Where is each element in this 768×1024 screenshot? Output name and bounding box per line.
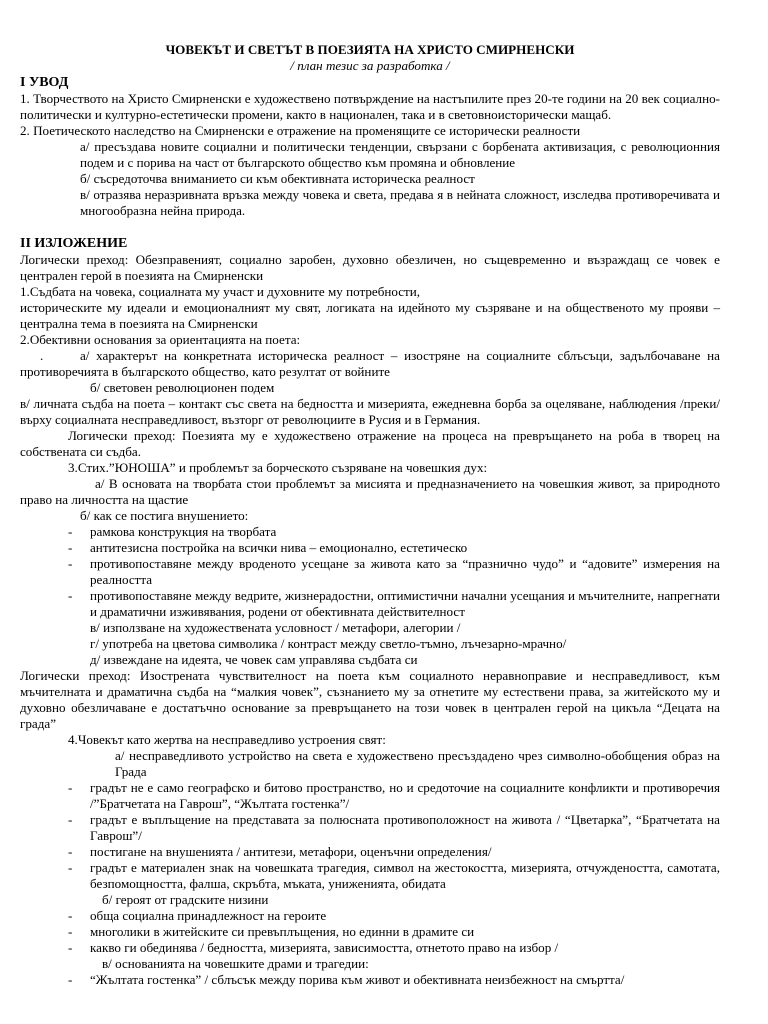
- transition-2: [20, 428, 720, 460]
- document-page: [20, 36, 720, 988]
- spacer: [20, 219, 720, 235]
- section-heading-intro: I УВОД: [20, 75, 69, 90]
- list-item: [20, 540, 720, 556]
- subsection-4-point-v: в/ основанията на човешките драми и трагедии:: [102, 956, 369, 971]
- list-item-text: “Жълтата гостенка” / сблъсък между порива към живот и обективната неизбежност на смъртта/: [90, 972, 625, 987]
- dash-marker: -: [68, 524, 73, 539]
- dash-marker: -: [68, 588, 73, 603]
- intro-point-v: в/ отразява неразривната връзка между човека и света, предава я в нейната сложност, изследва противоречивата и многообразна нейна природа.: [80, 187, 720, 218]
- point-mark: .: [40, 348, 44, 363]
- list-item-text: многолики в житейските си превъплъщения, но единни в драмите си: [90, 924, 475, 939]
- subsection-4-point-a: а/ несправедливото устройство на света е художествено пресъздадено чрез символно-обобщения образ на Града: [115, 748, 720, 779]
- dash-marker: -: [68, 972, 73, 987]
- list-item: [20, 844, 720, 860]
- dash-marker: -: [68, 812, 73, 827]
- list-item: [20, 924, 720, 940]
- dash-marker: -: [68, 924, 73, 939]
- bullet-list-2: [20, 780, 720, 892]
- document-title: ЧОВЕКЪТ И СВЕТЪТ В ПОЕЗИЯТА НА ХРИСТО СМИРНЕНСКИ: [165, 42, 575, 57]
- list-item-text: обща социална принадлежност на героите: [90, 908, 327, 923]
- list-item-text: рамкова конструкция на творбата: [90, 524, 277, 539]
- list-item: [20, 812, 720, 844]
- transition-1: Логически преход: Обезправеният, социално заробен, духовно обезличен, но същевременно и възраждащ се човек е централен герой в поезията на Смирненски: [20, 252, 720, 283]
- list-item: [20, 940, 720, 956]
- subsection-4-title: 4.Човекът като жертва на несправедливо устроения свят:: [68, 732, 386, 747]
- subsection-3-point-a: а/ В основата на творбата стои проблемът за мисията и предназначението на човешкия живот, за природното право на личността на щастие: [20, 476, 720, 507]
- list-item: [20, 556, 720, 588]
- list-item: [20, 780, 720, 812]
- dash-marker: -: [68, 540, 73, 555]
- list-item: [20, 588, 720, 620]
- dash-marker: -: [68, 844, 73, 859]
- subsection-3-point-v: в/ използване на художествената условност / метафори, алегории /: [90, 620, 461, 635]
- subsection-3-point-d: д/ извеждане на идеята, че човек сам управлява съдбата си: [90, 652, 418, 667]
- list-item: [20, 908, 720, 924]
- list-item-text: противопоставяне между ведрите, жизнерадостни, оптимистични начални усещания и мъчителните, напрегнати и драматични изживявания, родени от обективната действителност: [90, 588, 720, 619]
- dash-marker: -: [68, 556, 73, 571]
- intro-paragraph-2: 2. Поетическото наследство на Смирненски е отражение на променящите се исторически реалности: [20, 123, 581, 138]
- subsection-3-point-b: б/ как се постига внушението:: [80, 508, 249, 523]
- intro-point-a: а/ пресъздава новите социални и политически тенденции, свързани с борбената активизация, с революционния подем и с порива на част от българското общество към промяна и обновление: [80, 139, 720, 170]
- dash-marker: -: [68, 940, 73, 955]
- subsection-1-title: 1.Съдбата на човека, социалната му участ и духовните му потребности,: [20, 284, 421, 299]
- list-item: [20, 972, 720, 988]
- subsection-3-title: 3.Стих.”ЮНОША” и проблемът за борческото съзряване на човешкия дух:: [68, 460, 488, 475]
- subsection-1-text: историческите му идеали и емоционалният му свят, логиката на идейното му съзряване и на общественото му прояви – централна тема в поезията на Смирненски: [20, 300, 720, 331]
- list-item-text: какво ги обединява / бедността, мизерията, зависимостта, отнетото право на избор /: [90, 940, 559, 955]
- dash-marker: -: [68, 860, 73, 875]
- list-item-text: постигане на внушенията / антитези, метафори, оценъчни определения/: [90, 844, 492, 859]
- subsection-4-point-b: б/ героят от градските низини: [102, 892, 269, 907]
- subsection-2-point-a: [20, 348, 720, 380]
- section-heading-body: II ИЗЛОЖЕНИЕ: [20, 236, 128, 251]
- subsection-2-point-b: б/ световен революционен подем: [90, 380, 275, 395]
- list-item-text: градът е материален знак на човешката трагедия, символ на жестокостта, мизерията, отчуждеността, самотата, безпомощността, фалша, скръбта, мъката, униженията, обидата: [90, 860, 720, 891]
- transition-2-text: Логически преход: Поезията му е художествено отражение на процеса на превръщането на роба в творец на собствената си съдба.: [20, 428, 720, 459]
- intro-paragraph-1: 1. Творчеството на Христо Смирненски е художествено потвърждение на настъпилите през 20-те години на 20 век социално-политически и културно-естетически промени, както в национален, така и в световноисторически мащаб.: [20, 91, 720, 122]
- intro-point-b: б/ съсредоточва вниманието си към обективната историческа реалност: [80, 171, 475, 186]
- list-item-text: антитезисна постройка на всички нива – емоционално, естетическо: [90, 540, 468, 555]
- bullet-list-4: [20, 972, 720, 988]
- point-text: а/ характерът на конкретната историческа реалност – изостряне на социалните сблъсъци, задълбочаване на противоречията в българското общество, като резултат от войните: [20, 348, 720, 379]
- bullet-list-3: [20, 908, 720, 956]
- list-item: [20, 860, 720, 892]
- list-item-text: градът не е само географско и битово пространство, но и средоточие на социалните конфликти и противоречия /”Братчетата на Гаврош”, “Жълтата гостенка”/: [90, 780, 720, 811]
- dash-marker: -: [68, 780, 73, 795]
- transition-3: Логически преход: Изострената чувствителност на поета към социалното неравноправие и несправедливост, към мъчителната и драматична съдба на “малкия човек”, съзнанието му за отнетите му естествени права, за житейското му и духовно обезличаване е достатъчно основание за превръщането на този човек в централен герой на цикъла “Децата на града”: [20, 668, 720, 731]
- document-subtitle: / план тезис за разработка /: [290, 58, 450, 73]
- dash-marker: -: [68, 908, 73, 923]
- list-item-text: градът е въплъщение на представата за полюсната противоположност на живота / “Цветарка”, “Братчетата на Гаврош”/: [90, 812, 720, 843]
- subsection-2-point-v: в/ личната съдба на поета – контакт със света на бедността и мизерията, ежедневна борба за оцеляване, наблюдения /преки/ върху социалната несправедливост, възторг от революциите в Русия и в Германия.: [20, 396, 720, 427]
- subsection-3-point-g: г/ употреба на цветова символика / контраст между светло-тъмно, лъчезарно-мрачно/: [90, 636, 567, 651]
- subsection-2-title: 2.Обективни основания за ориентацията на поета:: [20, 332, 301, 347]
- list-item: [20, 524, 720, 540]
- list-item-text: противопоставяне между вроденото усещане за живота като за “празнично чудо” и “адовите” измерения на реалността: [90, 556, 720, 587]
- bullet-list-1: [20, 524, 720, 620]
